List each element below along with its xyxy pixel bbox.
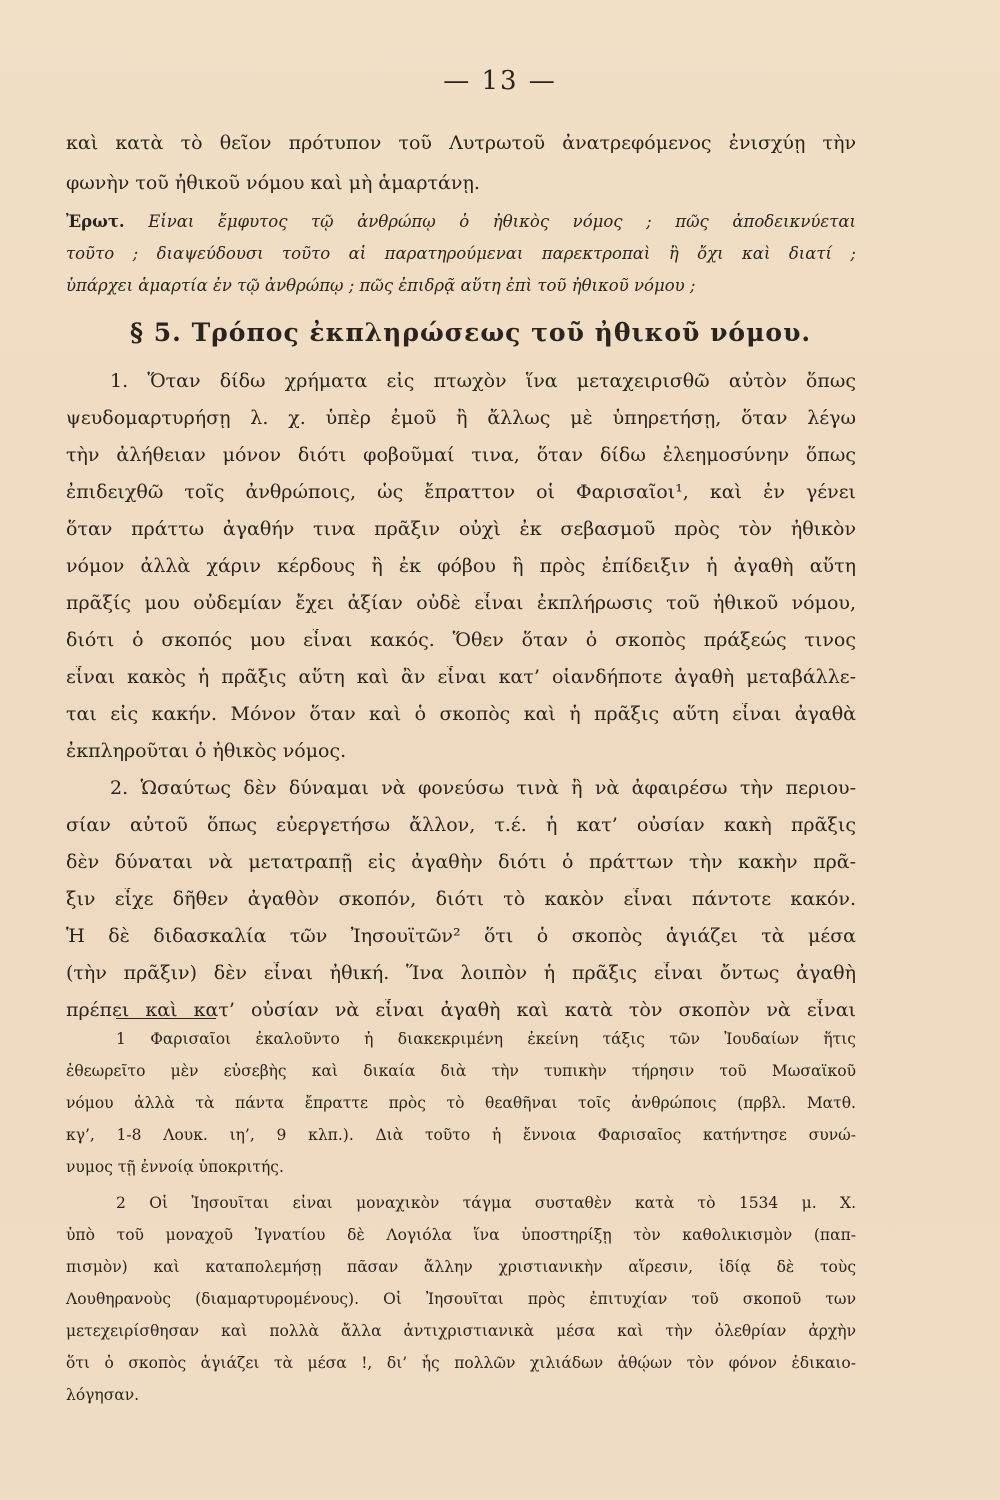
footnote-line: λόγησαν. — [66, 1386, 140, 1404]
intro-line: καὶ κατὰ τὸ θεῖον πρότυπον τοῦ Λυτρωτοῦ ἀνατρεφόμενος ἐνισχύῃ τὴν — [66, 132, 856, 154]
paragraph-line: πρᾶξίς μου οὐδεμίαν ἔχει ἀξίαν οὐδὲ εἶναι ἐκπλήρωσις τοῦ ἠθικοῦ νόμου, — [66, 592, 856, 614]
footnote-line: κγ’, 1-8 Λουκ. ιη’, 9 κλπ.). Διὰ τοῦτο ἡ ἔννοια Φαρισαῖος κατήντησε συνώ- — [66, 1126, 856, 1144]
paragraph-line: ὅταν πράττω ἀγαθήν τινα πρᾶξιν οὐχὶ ἐκ σεβασμοῦ πρὸς τὸν ἠθικὸν — [66, 518, 856, 540]
footnote-line: Λουθηρανοὺς (διαμαρτυρομένους). Οἱ Ἰησουῖται πρὸς ἐπιτυχίαν τοῦ σκοποῦ των — [66, 1290, 856, 1308]
section-heading: § 5. Τρόπος ἐκπληρώσεως τοῦ ἠθικοῦ νόμου. — [130, 318, 812, 347]
footnote-line: μετεχειρίσθησαν καὶ πολλὰ ἄλλα ἀντιχριστιανικὰ μέσα καὶ τὴν ὀλεθρίαν ἀρχὴν — [66, 1322, 856, 1340]
paragraph-line: 2. Ὡσαύτως δὲν δύναμαι νὰ φονεύσω τινὰ ἢ νὰ ἀφαιρέσω τὴν περιου- — [110, 777, 856, 799]
paragraph-line: (τὴν πρᾶξιν) δὲν εἶναι ἠθική. Ἵνα λοιπὸν ἡ πρᾶξις εἶναι ὄντως ἀγαθὴ — [66, 962, 856, 984]
footnote-line: πισμὸν) καὶ καταπολεμήσῃ πᾶσαν ἄλλην χριστιανικὴν αἵρεσιν, ἰδίᾳ δὲ τοὺς — [66, 1258, 856, 1276]
paragraph-line: ψευδομαρτυρήσῃ λ. χ. ὑπὲρ ἐμοῦ ἢ ἄλλως μὲ ὑπηρετήσῃ, ὅταν λέγω — [66, 407, 856, 429]
footnote-rule — [116, 1018, 216, 1019]
question-line: τοῦτο ; διαψεύδουσι τοῦτο αἱ παρατηρούμεναι παρεκτροπαὶ ἢ ὄχι καὶ διατί ; — [66, 244, 856, 263]
footnote-line: νυμος τῇ ἐννοίᾳ ὑποκριτής. — [66, 1158, 284, 1176]
question-label: Ἐρωτ. — [66, 212, 125, 231]
footnote-line: 2 Οἱ Ἰησουῖται εἶναι μοναχικὸν τάγμα συσταθὲν κατὰ τὸ 1534 μ. Χ. — [116, 1194, 856, 1212]
footnote-line: ὑπὸ τοῦ μοναχοῦ Ἰγνατίου δὲ Λογιόλα ἵνα ὑποστηρίξῃ τὸν καθολικισμὸν (παπ- — [66, 1226, 856, 1244]
paragraph-line: τὴν ἀλήθειαν μόνον διότι φοβοῦμαί τινα, ὅταν δίδω ἐλεημοσύνην ὅπως — [66, 444, 856, 466]
footnote-line: νόμου ἀλλὰ τὰ πάντα ἔπραττε πρὸς τὸ θεαθῆναι τοῖς ἀνθρώποις (πρβλ. Ματθ. — [66, 1094, 856, 1112]
paragraph-line: διότι ὁ σκοπός μου εἶναι κακός. Ὅθεν ὅταν ὁ σκοπὸς πράξεώς τινος — [66, 629, 856, 651]
footnote-line: ἐθεωρεῖτο μὲν εὐσεβὴς καὶ δικαία διὰ τὴν τυπικὴν τήρησιν τοῦ Μωσαϊκοῦ — [66, 1062, 856, 1080]
paragraph-line: ξιν εἶχε δῆθεν ἀγαθὸν σκοπόν, διότι τὸ κακὸν εἶναι πάντοτε κακόν. — [66, 888, 856, 910]
paragraph-line: πρέπει καὶ κατ’ οὐσίαν νὰ εἶναι ἀγαθὴ καὶ κατὰ τὸν σκοπὸν νὰ εἶναι — [66, 999, 856, 1021]
paragraph-line: ἐπιδειχθῶ τοῖς ἀνθρώποις, ὡς ἔπραττον οἱ Φαρισαῖοι¹, καὶ ἐν γένει — [66, 481, 856, 503]
page-number: — 13 — — [443, 66, 557, 96]
question-line: ὑπάρχει ἁμαρτία ἐν τῷ ἀνθρώπῳ ; πῶς ἐπιδρᾷ αὕτη ἐπὶ τοῦ ἠθικοῦ νόμου ; — [66, 276, 696, 295]
paragraph-line: 1. Ὅταν δίδω χρήματα εἰς πτωχὸν ἵνα μεταχειρισθῶ αὐτὸν ὅπως — [110, 370, 856, 392]
paragraph-line: ται εἰς κακήν. Μόνον ὅταν καὶ ὁ σκοπὸς καὶ ἡ πρᾶξις αὕτη εἶναι ἀγαθὰ — [66, 703, 856, 725]
question-text: Εἶναι ἔμφυτος τῷ ἀνθρώπῳ ὁ ἠθικὸς νόμος ; πῶς ἀποδεικνύεται — [148, 212, 856, 231]
footnote-line: 1 Φαρισαῖοι ἐκαλοῦντο ἡ διακεκριμένη ἐκείνη τάξις τῶν Ἰουδαίων ἥτις — [116, 1030, 856, 1048]
paragraph-line: ἐκπληροῦται ὁ ἠθικὸς νόμος. — [66, 740, 347, 762]
question-line — [66, 212, 856, 231]
paragraph-line: εἶναι κακὸς ἡ πρᾶξις αὕτη καὶ ἂν εἶναι κατ’ οἱανδήποτε ἀγαθὴ μεταβάλλε- — [66, 666, 856, 688]
paragraph-line: Ἡ δὲ διδασκαλία τῶν Ἰησουϊτῶν² ὅτι ὁ σκοπὸς ἁγιάζει τὰ μέσα — [66, 925, 856, 947]
intro-line: φωνὴν τοῦ ἠθικοῦ νόμου καὶ μὴ ἁμαρτάνῃ. — [66, 172, 480, 194]
paragraph-line: δὲν δύναται νὰ μετατραπῇ εἰς ἀγαθὴν διότι ὁ πράττων τὴν κακὴν πρᾶ- — [66, 851, 856, 873]
paragraph-line: νόμον ἀλλὰ χάριν κέρδους ἢ ἐκ φόβου ἢ πρὸς ἐπίδειξιν ἡ ἀγαθὴ αὕτη — [66, 555, 856, 577]
paragraph-line: σίαν αὐτοῦ ὅπως εὐεργετήσω ἄλλον, τ.έ. ἡ κατ’ οὐσίαν κακὴ πρᾶξις — [66, 814, 856, 836]
footnote-line: ὅτι ὁ σκοπὸς ἁγιάζει τὰ μέσα !, δι’ ἧς πολλῶν χιλιάδων ἀθῴων τὸν φόνον ἐδικαιο- — [66, 1354, 856, 1372]
